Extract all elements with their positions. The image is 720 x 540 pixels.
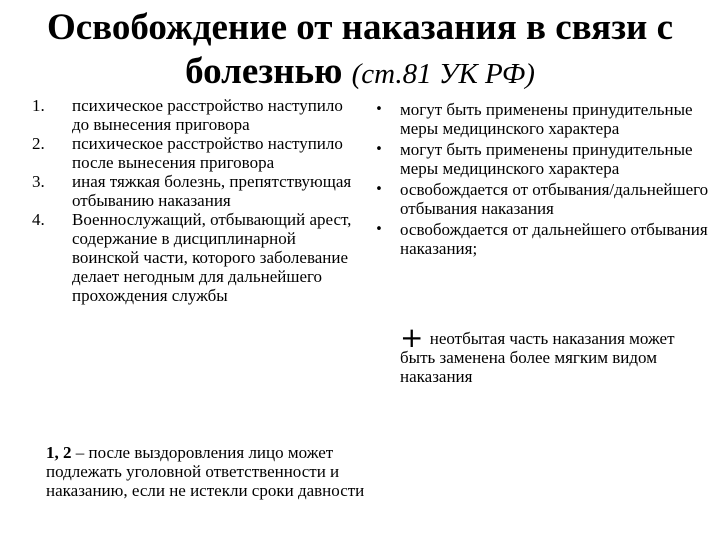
condition-item (32, 134, 362, 172)
consequence-text: освобождается от отбывания/дальнейшего отбывания наказания (400, 180, 709, 218)
condition-text: Военнослужащий, отбывающий арест, содержание в дисциплинарной воинской части, которого заболевание делает негодным для дальнейшего прохождения службы (72, 210, 352, 305)
condition-number: 2. (32, 134, 45, 153)
conditions-list (32, 96, 362, 305)
consequences-list (372, 100, 712, 260)
note-text: – после выздоровления лицо может подлежать уголовной ответственности и наказанию, если не истекли сроки давности (46, 443, 365, 500)
title-main: Освобождение от наказания в связи с болезнью (46, 7, 674, 92)
bullet-dot-icon: • (375, 102, 383, 117)
consequence-text: освобождается от дальнейшего отбывания наказания; (400, 220, 708, 258)
note-indices: 1, 2 (46, 443, 72, 462)
slide-title (0, 6, 720, 96)
condition-text: психическое расстройство наступило до вынесения приговора (72, 96, 343, 134)
replacement-text: неотбытая часть наказания может быть заменена более мягким видом наказания (400, 329, 675, 386)
title-citation: (ст.81 УК РФ) (351, 58, 535, 90)
condition-text: психическое расстройство наступило после вынесения приговора (72, 134, 343, 172)
consequence-item (372, 220, 712, 258)
condition-item (32, 96, 362, 134)
condition-item (32, 210, 362, 305)
condition-item (32, 172, 362, 210)
consequence-text: могут быть применены принудительные меры медицинского характера (400, 140, 693, 178)
plus-icon: + (400, 321, 424, 354)
consequence-item (372, 180, 712, 218)
condition-number: 3. (32, 172, 45, 191)
bullet-dot-icon: • (375, 182, 383, 197)
condition-number: 1. (32, 96, 45, 115)
condition-text: иная тяжкая болезнь, препятствующая отбыванию наказания (72, 172, 352, 210)
replacement-note (400, 321, 712, 386)
condition-number: 4. (32, 210, 45, 229)
bullet-dot-icon: • (375, 142, 383, 157)
consequence-text: могут быть применены принудительные меры медицинского характера (400, 100, 693, 138)
consequence-item (372, 140, 712, 178)
bullet-dot-icon: • (375, 222, 383, 237)
consequence-item (372, 100, 712, 138)
recovery-note (46, 443, 366, 500)
